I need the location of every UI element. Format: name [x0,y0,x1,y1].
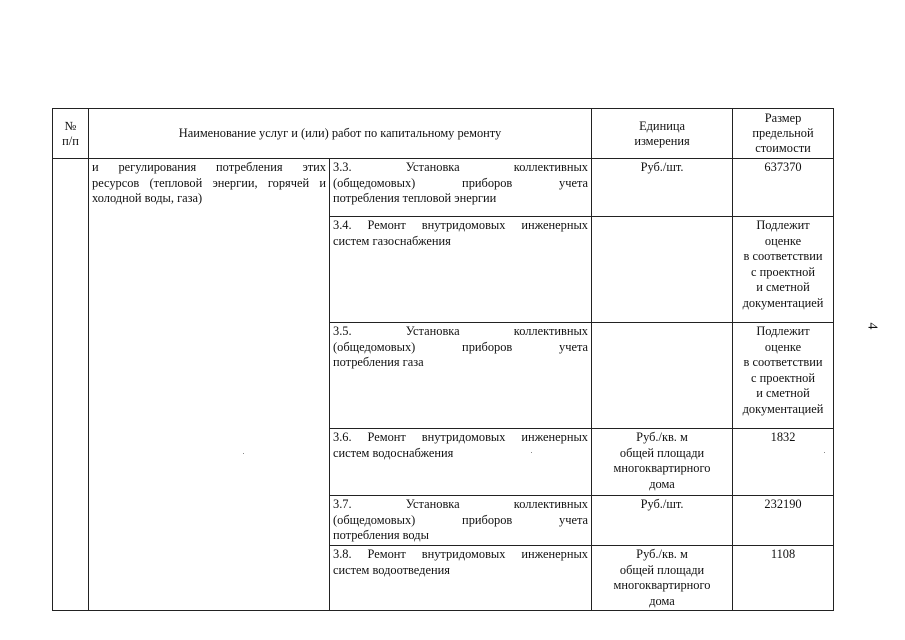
service-line: (общедомовых) приборов учета [333,175,589,190]
service-line: 3.5. Установка коллективных [333,324,589,338]
service-line: 3.7. Установка коллективных [333,497,589,511]
unit-cell: Руб./кв. м общей площади многоквартирного дома [592,429,733,496]
capital-repair-cost-table [52,108,834,611]
cost-cell: Подлежит оценке в соответствии с проектной и сметной документацией [733,217,834,323]
cost-cell: 1832 [733,429,834,496]
cost-cell: 1108 [733,546,834,611]
service-cell: 3.8. Ремонт внутридомовых инженерных систем водоотведения [330,546,592,611]
service-cell: 3.4. Ремонт внутридомовых инженерных систем газоснабжения [330,217,592,323]
scan-speck [531,452,532,453]
service-line: 3.3. Установка коллективных [333,160,589,174]
service-line: потребления газа [333,355,424,369]
unit-cell: Руб./кв. м общей площади многоквартирного дома [592,546,733,611]
scan-speck [824,452,825,453]
table-row [53,159,834,217]
scan-speck [243,453,244,454]
service-line: потребления воды [333,528,429,542]
service-line: (общедомовых) приборов учета [333,339,589,354]
header-max-cost: Размер предельной стоимости [733,109,834,159]
service-cell: 3.6. Ремонт внутридомовых инженерных систем водоснабжения [330,429,592,496]
service-cell [330,159,592,217]
service-cell [330,323,592,429]
service-cell [330,496,592,546]
header-number: № п/п [53,109,89,159]
table-header-row [53,109,834,159]
header-unit: Единица измерения [592,109,733,159]
row-number-cell [53,159,89,611]
unit-cell: Руб./шт. [592,496,733,546]
service-line: (общедомовых) приборов учета [333,512,589,527]
unit-cell: Руб./шт. [592,159,733,217]
cost-cell: 232190 [733,496,834,546]
header-service-name: Наименование услуг и (или) работ по капитальному ремонту [89,109,592,159]
cost-cell: Подлежит оценке в соответствии с проектной и сметной документацией [733,323,834,429]
cost-cell: 637370 [733,159,834,217]
unit-cell [592,323,733,429]
page-number: 4 [864,322,880,330]
group-label-cell: и регулирования потребления этих ресурсов (тепловой энергии, горячей и холодной воды, газа) [89,159,330,611]
unit-cell [592,217,733,323]
service-line: потребления тепловой энергии [333,191,497,205]
